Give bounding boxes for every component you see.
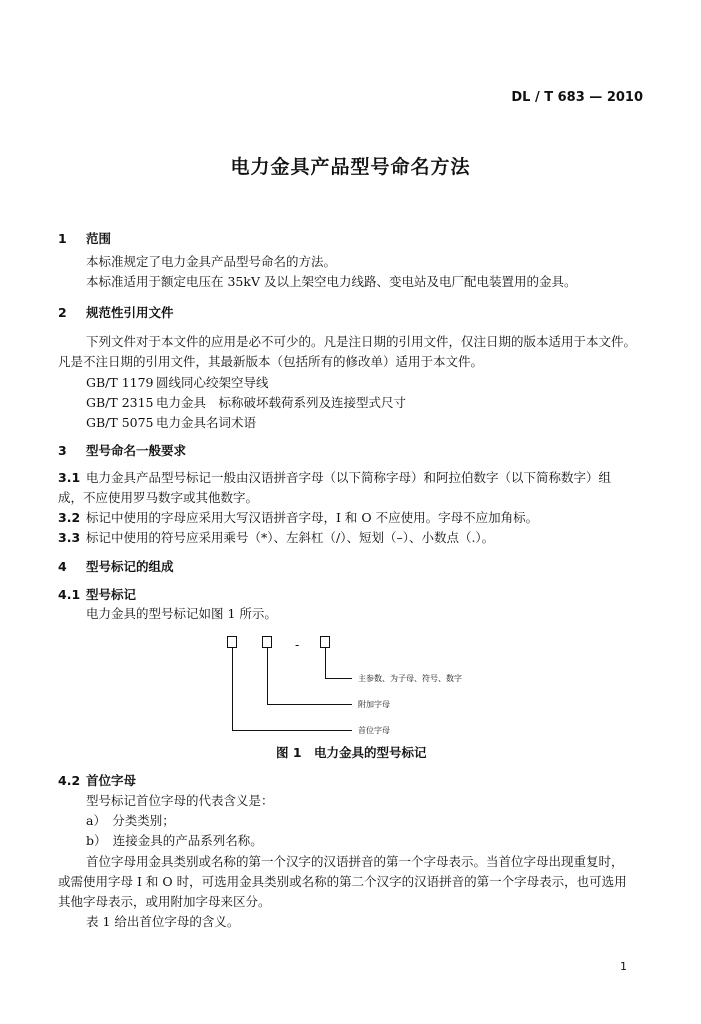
section-title: 规范性引用文件 [86,305,174,320]
clause-3-2 [58,508,538,526]
section-title: 型号标记的组成 [86,559,174,574]
clause-number: 3.3 [58,530,81,545]
reference-item [86,413,256,431]
subsection-4-1-heading [58,585,136,603]
leader-line [325,648,326,679]
paragraph: 其他字母表示，或用附加字母来区分。 [58,894,271,909]
reference-name: 电力金具名词术语 [156,415,257,430]
paragraph: 下列文件对于本文件的应用是必不可少的。凡是注日期的引用文件，仅注日期的版本适用于本文件。 [86,334,637,349]
clause-text: 标记中使用的符号应采用乘号（*）、左斜杠（/）、短划（–）、小数点（.）。 [86,530,495,545]
paragraph: 表 1 给出首位字母的含义。 [86,914,240,929]
reference-item [86,393,406,411]
reference-code: GB/T 2315 [86,395,154,410]
section-2-heading [58,303,174,321]
clause-3-3 [58,528,494,546]
additional-letter-box [262,636,272,648]
subsection-4-2-heading [58,771,136,789]
subsection-title: 型号标记 [86,587,137,602]
label-additional-letter: 附加字母 [358,700,390,709]
subsection-title: 首位字母 [86,773,137,788]
reference-code: GB/T 1179 [86,375,154,390]
figure-caption: 图 1 电力金具的型号标记 [276,745,427,760]
subsection-number: 4.2 [58,773,81,788]
clause-number: 3.1 [58,470,81,485]
label-first-letter: 首位字母 [358,726,390,735]
leader-line [267,704,352,705]
section-number: 2 [58,305,67,320]
leader-line [267,648,268,705]
section-number: 4 [58,559,67,574]
page-number: 1 [620,960,627,973]
clause-text: 电力金具产品型号标记一般由汉语拼音字母（以下简称字母）和阿拉伯数字（以下简称数字）组 [86,470,612,485]
section-title: 型号命名一般要求 [86,443,187,458]
clause-3-1 [58,468,611,486]
paragraph: 电力金具的型号标记如图 1 所示。 [86,606,277,621]
leader-line [325,678,352,679]
paragraph: 本标准规定了电力金具产品型号命名的方法。 [86,254,337,269]
paragraph: 本标准适用于额定电压在 35kV 及以上架空电力线路、变电站及电厂配电装置用的金具。 [86,274,577,289]
standard-number: DL / T 683 — 2010 [511,90,643,105]
list-item: b） 连接金具的产品系列名称。 [86,833,263,848]
section-4-heading [58,557,174,575]
section-3-heading [58,441,186,459]
list-item: a） 分类类别； [86,813,175,828]
paragraph: 成，不应使用罗马数字或其他数字。 [58,490,259,505]
first-letter-box [227,636,237,648]
document-title: 电力金具产品型号命名方法 [230,156,471,178]
paragraph: 首位字母用金具类别或名称的第一个汉字的汉语拼音的第一个字母表示。当首位字母出现重复时， [86,854,624,869]
reference-name: 电力金具 标称破坏载荷系列及连接型式尺寸 [156,395,407,410]
reference-name: 圆线同心绞架空导线 [156,375,269,390]
leader-line [232,648,233,731]
clause-text: 标记中使用的字母应采用大写汉语拼音字母，I 和 O 不应使用。字母不应加角标。 [86,510,539,525]
paragraph: 型号标记首位字母的代表含义是： [86,793,274,808]
section-1-heading [58,229,111,247]
section-number: 3 [58,443,67,458]
paragraph: 或需使用字母 I 和 O 时，可选用金具类别或名称的第二个汉字的汉语拼音的第一个字母表示，也可选用 [58,874,627,889]
section-title: 范围 [86,231,112,246]
subsection-number: 4.1 [58,587,81,602]
reference-item [86,373,269,391]
clause-number: 3.2 [58,510,81,525]
main-parameter-box [320,636,330,648]
reference-code: GB/T 5075 [86,415,154,430]
figure-dash: - [295,638,300,652]
label-main-parameter: 主参数、为子母、符号、数字 [358,674,462,683]
paragraph: 凡是不注日期的引用文件，其最新版本（包括所有的修改单）适用于本文件。 [58,354,484,369]
leader-line [232,730,352,731]
section-number: 1 [58,231,67,246]
